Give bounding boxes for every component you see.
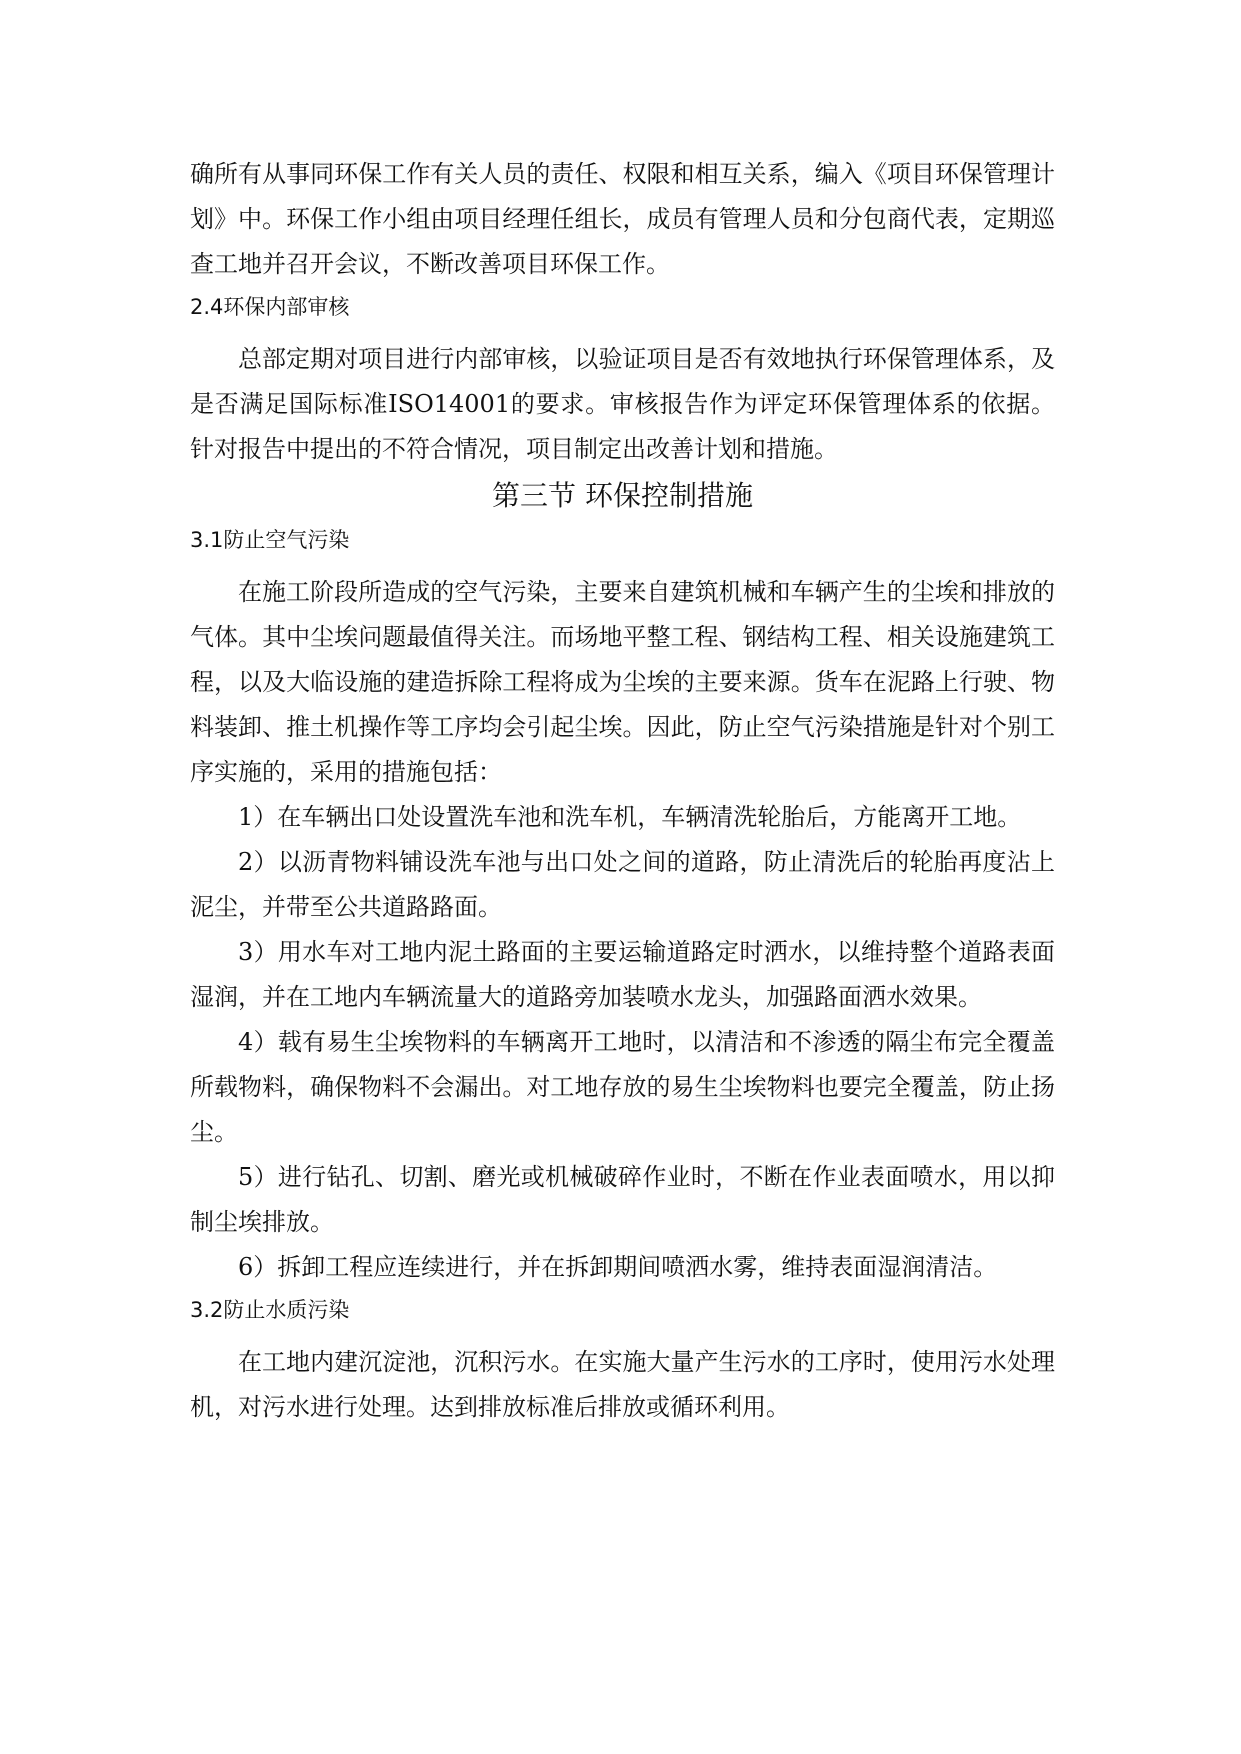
- paragraph-audit: 总部定期对项目进行内部审核，以验证项目是否有效地执行环保管理体系，及是否满足国际标准ISO14001的要求。审核报告作为评定环保管理体系的依据。针对报告中提出的不符合情况，项目制定出改善计划和措施。: [190, 345, 1055, 463]
- list-item: 3）用水车对工地内泥土路面的主要运输道路定时洒水，以维持整个道路表面湿润，并在工地内车辆流量大的道路旁加装喷水龙头，加强路面洒水效果。: [190, 938, 1055, 1011]
- heading-3-1: 3.1防止空气污染: [190, 528, 350, 552]
- list-item: 1）在车辆出口处设置洗车池和洗车机，车辆清洗轮胎后，方能离开工地。: [238, 803, 1022, 831]
- heading-3-2: 3.2防止水质污染: [190, 1298, 350, 1322]
- document-page: [190, 152, 1055, 1430]
- heading-2-4: 2.4环保内部审核: [190, 295, 350, 319]
- air-measures-list: [190, 795, 1055, 1290]
- paragraph-water: 在工地内建沉淀池，沉积污水。在实施大量产生污水的工序时，使用污水处理机，对污水进行处理。达到排放标准后排放或循环利用。: [190, 1348, 1055, 1421]
- list-item: 5）进行钻孔、切割、磨光或机械破碎作业时，不断在作业表面喷水，用以抑制尘埃排放。: [190, 1163, 1055, 1236]
- list-item: 6）拆卸工程应连续进行，并在拆卸期间喷洒水雾，维持表面湿润清洁。: [238, 1253, 998, 1281]
- paragraph-air: 在施工阶段所造成的空气污染，主要来自建筑机械和车辆产生的尘埃和排放的气体。其中尘埃问题最值得关注。而场地平整工程、钢结构工程、相关设施建筑工程，以及大临设施的建造拆除工程将成为尘埃的主要来源。货车在泥路上行驶、物料装卸、推土机操作等工序均会引起尘埃。因此，防止空气污染措施是针对个别工序实施的，采用的措施包括：: [190, 578, 1055, 786]
- list-item: 4）载有易生尘埃物料的车辆离开工地时，以清洁和不渗透的隔尘布完全覆盖所载物料，确保物料不会漏出。对工地存放的易生尘埃物料也要完全覆盖，防止扬尘。: [190, 1028, 1055, 1146]
- section-title: 第三节 环保控制措施: [492, 479, 753, 512]
- paragraph-intro: 确所有从事同环保工作有关人员的责任、权限和相互关系，编入《项目环保管理计划》中。环保工作小组由项目经理任组长，成员有管理人员和分包商代表，定期巡查工地并召开会议，不断改善项目环保工作。: [190, 160, 1055, 278]
- list-item: 2）以沥青物料铺设洗车池与出口处之间的道路，防止清洗后的轮胎再度沾上泥尘，并带至公共道路路面。: [190, 848, 1055, 921]
